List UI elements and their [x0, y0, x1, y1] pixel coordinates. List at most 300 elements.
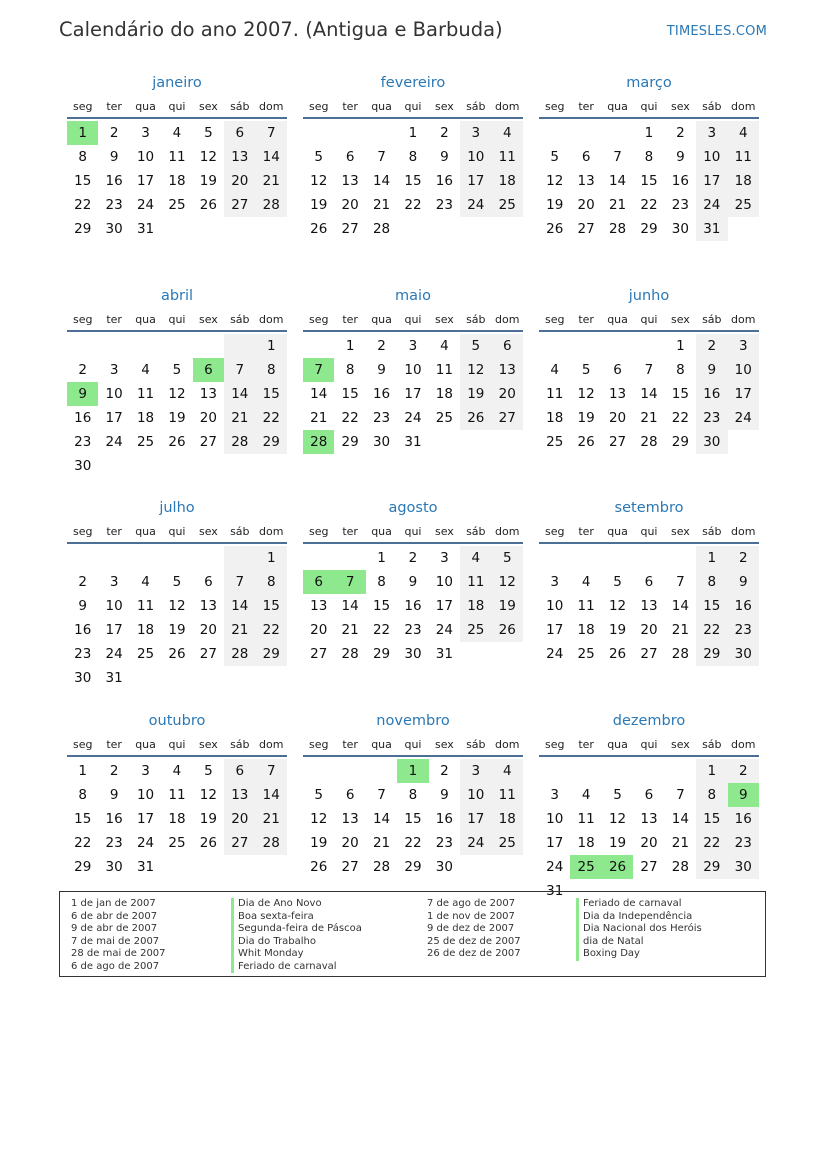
day-cell: 3	[728, 334, 759, 358]
day-cell: 25	[168, 197, 186, 213]
weekday-label: ter	[578, 312, 594, 326]
day-cell: 18	[492, 169, 523, 193]
day-cell: 26	[608, 646, 627, 662]
day-cell: 7	[644, 361, 654, 378]
day-cell: 17	[136, 173, 155, 189]
day-cell: 23	[74, 433, 92, 450]
day-cell: 16	[372, 385, 391, 402]
day-cell: 14	[372, 173, 391, 189]
day-cell: 24	[105, 646, 123, 662]
weekday-label: seg	[72, 737, 93, 751]
weekday-label: dom	[259, 525, 284, 538]
day-cell: 6	[644, 786, 654, 803]
day-cell: 3	[141, 762, 150, 779]
day-cell: 14	[608, 173, 627, 189]
legend-date: 1 de nov de 2007	[427, 910, 515, 922]
day-cell: 5	[613, 786, 622, 803]
day-cell: 6	[345, 149, 355, 165]
day-cell: 23	[74, 646, 92, 662]
day-cell: 8	[676, 361, 685, 378]
day-cell: 13	[608, 385, 627, 402]
day-cell: 27	[224, 193, 255, 217]
weekday-label: seg	[544, 312, 565, 326]
weekday-label: sex	[670, 525, 690, 538]
day-cell: 12	[608, 810, 627, 827]
day-cell: 19	[608, 622, 627, 638]
weekday-label: seg	[72, 525, 93, 538]
day-cell: 27	[224, 831, 255, 855]
legend-names-column	[576, 898, 702, 961]
empty-cell	[193, 334, 224, 358]
weekday-label: seg	[308, 525, 329, 538]
weekday-label: qui	[168, 312, 186, 326]
day-cell: 12	[199, 149, 217, 165]
day-cell: 16	[105, 173, 123, 189]
day-cell: 13	[199, 598, 217, 614]
holiday-day-cell: 7	[303, 358, 334, 382]
weekday-label: sáb	[466, 100, 486, 113]
day-cell: 2	[408, 550, 418, 566]
month-name: maio	[395, 287, 431, 304]
day-cell: 18	[168, 810, 186, 827]
day-cell: 30	[74, 670, 92, 686]
day-cell: 6	[492, 334, 523, 358]
day-cell: 7	[377, 786, 386, 803]
day-cell: 4	[172, 125, 182, 141]
day-cell: 31	[546, 882, 564, 899]
day-cell: 5	[204, 762, 213, 779]
day-cell: 13	[199, 385, 217, 402]
weekday-label: qui	[640, 100, 658, 113]
day-grid	[539, 546, 759, 666]
day-cell: 2	[109, 125, 119, 141]
day-cell: 1	[696, 759, 727, 783]
day-cell: 30	[696, 430, 727, 454]
day-cell: 25	[546, 433, 564, 450]
day-cell: 10	[404, 361, 422, 378]
day-cell: 27	[341, 858, 359, 875]
weekday-label: qui	[404, 525, 422, 538]
weekday-label: qui	[640, 737, 658, 751]
day-cell: 23	[105, 834, 123, 851]
day-cell: 22	[74, 834, 92, 851]
legend-holiday-name: Whit Monday	[231, 948, 362, 961]
day-cell: 8	[256, 358, 287, 382]
day-cell: 20	[341, 197, 359, 213]
day-cell: 29	[404, 858, 422, 875]
day-cell: 28	[608, 221, 627, 237]
empty-cell	[602, 121, 633, 145]
day-cell: 21	[671, 622, 689, 638]
day-cell: 2	[728, 759, 759, 783]
empty-cell	[570, 334, 601, 358]
day-cell: 28	[372, 221, 391, 237]
day-cell: 2	[78, 361, 87, 378]
day-cell: 5	[460, 334, 491, 358]
day-cell: 11	[728, 145, 759, 169]
day-grid	[67, 121, 287, 241]
day-cell: 16	[435, 173, 453, 189]
empty-cell	[602, 546, 633, 570]
day-cell: 8	[696, 570, 727, 594]
day-cell: 14	[224, 594, 255, 618]
empty-cell	[602, 334, 633, 358]
day-cell: 18	[168, 173, 186, 189]
day-cell: 20	[608, 409, 627, 426]
weekday-label: qua	[607, 525, 628, 538]
weekday-label: qui	[404, 312, 422, 326]
day-cell: 6	[613, 361, 622, 378]
weekday-label: sex	[434, 737, 454, 751]
day-cell: 16	[404, 598, 422, 614]
day-cell: 25	[460, 618, 491, 642]
day-cell: 3	[696, 121, 727, 145]
day-cell: 23	[728, 831, 759, 855]
legend-holiday-name: Dia Nacional dos Heróis	[576, 923, 702, 936]
month-maio	[303, 283, 523, 496]
day-cell: 9	[78, 598, 87, 614]
day-cell: 26	[460, 406, 491, 430]
day-cell: 15	[404, 173, 422, 189]
day-cell: 18	[577, 834, 595, 851]
day-cell: 26	[310, 858, 328, 875]
day-cell: 2	[109, 762, 119, 779]
empty-cell	[303, 334, 334, 358]
day-cell: 15	[256, 594, 287, 618]
day-cell: 24	[728, 406, 759, 430]
day-cell: 27	[310, 646, 328, 662]
day-cell: 1	[256, 546, 287, 570]
legend-date: 28 de mai de 2007	[71, 948, 166, 959]
weekday-label: dom	[731, 525, 756, 538]
day-cell: 9	[440, 786, 449, 803]
day-cell: 13	[640, 810, 658, 827]
day-cell: 27	[640, 646, 658, 662]
day-cell: 4	[581, 574, 591, 590]
day-cell: 16	[671, 173, 689, 189]
legend-dates-column	[427, 898, 521, 961]
month-setembro	[539, 495, 759, 708]
day-cell: 30	[728, 642, 759, 666]
empty-cell	[67, 334, 98, 358]
weekday-label: qui	[640, 312, 658, 326]
day-cell: 25	[728, 193, 759, 217]
weekday-header	[67, 736, 287, 757]
day-cell: 13	[224, 145, 255, 169]
day-cell: 9	[728, 570, 759, 594]
weekday-label: seg	[544, 525, 565, 538]
day-cell: 9	[109, 786, 119, 803]
day-cell: 2	[696, 334, 727, 358]
day-cell: 28	[372, 858, 391, 875]
weekday-header	[67, 98, 287, 119]
weekday-label: seg	[308, 312, 329, 326]
weekday-label: ter	[342, 525, 358, 538]
weekday-label: sáb	[230, 525, 250, 538]
day-cell: 8	[696, 783, 727, 807]
weekday-label: ter	[578, 737, 594, 751]
weekday-label: sex	[198, 525, 218, 538]
day-cell: 17	[728, 382, 759, 406]
day-cell: 21	[640, 409, 658, 426]
day-cell: 18	[136, 622, 155, 638]
day-cell: 24	[460, 193, 491, 217]
day-cell: 11	[168, 149, 186, 165]
day-cell: 14	[372, 810, 391, 827]
day-cell: 5	[204, 125, 213, 141]
day-cell: 19	[546, 197, 564, 213]
day-cell: 20	[640, 834, 658, 851]
legend-date: 9 de abr de 2007	[71, 923, 158, 934]
day-cell: 8	[644, 149, 654, 165]
day-cell: 11	[546, 385, 564, 402]
day-cell: 25	[136, 646, 155, 662]
day-cell: 29	[671, 433, 689, 450]
day-cell: 10	[546, 810, 564, 827]
day-cell: 21	[310, 409, 328, 426]
day-cell: 3	[550, 574, 559, 590]
legend-date: 6 de ago de 2007	[71, 960, 160, 972]
day-cell: 26	[546, 221, 564, 237]
day-cell: 3	[460, 121, 491, 145]
empty-cell	[130, 334, 161, 358]
empty-cell	[570, 121, 601, 145]
weekday-label: ter	[106, 100, 122, 113]
legend-date: 6 de abr de 2007	[71, 910, 158, 922]
weekday-label: sex	[670, 100, 690, 113]
day-cell: 5	[613, 574, 622, 590]
empty-cell	[633, 759, 664, 783]
day-cell: 28	[256, 193, 287, 217]
weekday-label: qui	[404, 737, 422, 751]
day-cell: 12	[168, 385, 186, 402]
day-cell: 28	[341, 646, 359, 662]
day-cell: 7	[613, 149, 622, 165]
day-cell: 4	[492, 759, 523, 783]
day-cell: 26	[168, 433, 186, 450]
day-cell: 22	[696, 618, 727, 642]
weekday-label: dom	[495, 100, 520, 113]
month-name: janeiro	[152, 75, 202, 91]
day-cell: 27	[199, 646, 217, 662]
empty-cell	[224, 334, 255, 358]
weekday-header	[67, 311, 287, 332]
day-cell: 23	[404, 622, 422, 638]
empty-cell	[98, 546, 129, 570]
day-cell: 29	[256, 642, 287, 666]
empty-cell	[224, 546, 255, 570]
weekday-label: sex	[198, 100, 218, 113]
day-cell: 2	[676, 125, 685, 141]
day-cell: 30	[435, 858, 453, 875]
day-cell: 6	[204, 574, 213, 590]
month-abril	[67, 283, 287, 496]
weekday-label: ter	[578, 100, 594, 113]
day-cell: 19	[310, 197, 328, 213]
legend-names-column	[231, 898, 362, 973]
day-cell: 25	[168, 834, 186, 851]
day-cell: 19	[168, 622, 186, 638]
day-cell: 19	[492, 594, 523, 618]
day-cell: 9	[676, 149, 685, 165]
day-cell: 7	[676, 786, 685, 803]
day-cell: 8	[408, 149, 418, 165]
day-cell: 15	[696, 807, 727, 831]
day-cell: 7	[256, 759, 287, 783]
month-junho	[539, 283, 759, 496]
weekday-label: dom	[259, 100, 284, 113]
day-grid	[67, 546, 287, 690]
month-name: março	[626, 75, 672, 91]
day-cell: 4	[141, 574, 150, 590]
day-cell: 13	[341, 810, 359, 827]
day-cell: 23	[435, 834, 453, 851]
day-cell: 24	[136, 197, 155, 213]
day-cell: 4	[460, 546, 491, 570]
empty-cell	[539, 759, 570, 783]
weekday-label: qua	[607, 737, 628, 751]
weekday-label: ter	[578, 525, 594, 538]
empty-cell	[67, 546, 98, 570]
day-cell: 4	[172, 762, 182, 779]
weekday-label: qua	[135, 312, 156, 326]
day-cell: 4	[440, 337, 449, 354]
month-fevereiro	[303, 70, 523, 283]
weekday-label: sex	[198, 737, 218, 751]
day-cell: 30	[372, 433, 391, 450]
day-cell: 11	[136, 385, 155, 402]
day-cell: 12	[168, 598, 186, 614]
holiday-day-cell: 1	[67, 121, 98, 145]
day-cell: 14	[256, 783, 287, 807]
month-julho	[67, 495, 287, 708]
weekday-label: qua	[135, 737, 156, 751]
day-cell: 15	[341, 385, 359, 402]
day-cell: 5	[314, 149, 323, 165]
day-cell: 2	[440, 125, 449, 141]
empty-cell	[539, 121, 570, 145]
month-name: abril	[160, 287, 194, 304]
legend-date: 7 de ago de 2007	[427, 898, 516, 909]
weekday-label: sáb	[230, 737, 250, 751]
day-cell: 11	[136, 598, 155, 614]
day-cell: 18	[460, 594, 491, 618]
day-cell: 6	[345, 786, 355, 803]
day-cell: 6	[581, 149, 591, 165]
day-cell: 21	[224, 618, 255, 642]
day-cell: 10	[460, 145, 491, 169]
day-cell: 15	[256, 382, 287, 406]
day-cell: 22	[74, 197, 92, 213]
day-cell: 1	[256, 334, 287, 358]
day-cell: 10	[546, 598, 564, 614]
empty-cell	[633, 334, 664, 358]
day-cell: 22	[372, 622, 391, 638]
site-link[interactable]: TIMESLES.COM	[666, 24, 767, 39]
day-cell: 26	[577, 433, 595, 450]
day-cell: 9	[377, 361, 386, 378]
day-cell: 7	[676, 574, 685, 590]
legend-holiday-name: Dia de Ano Novo	[231, 898, 362, 911]
day-cell: 24	[460, 831, 491, 855]
weekday-label: sex	[670, 737, 690, 751]
weekday-label: qua	[371, 100, 392, 113]
weekday-label: dom	[495, 737, 520, 751]
day-cell: 27	[640, 858, 658, 875]
day-cell: 3	[550, 786, 559, 803]
day-cell: 14	[256, 145, 287, 169]
month-name: agosto	[388, 500, 438, 516]
day-cell: 30	[74, 457, 92, 474]
day-cell: 23	[728, 618, 759, 642]
weekday-label: qui	[168, 100, 186, 113]
day-cell: 18	[492, 807, 523, 831]
weekday-label: sáb	[466, 737, 486, 751]
day-cell: 1	[696, 546, 727, 570]
day-cell: 4	[492, 121, 523, 145]
day-cell: 16	[435, 810, 453, 827]
day-cell: 5	[492, 546, 523, 570]
day-cell: 13	[310, 598, 328, 614]
day-cell: 20	[224, 807, 255, 831]
weekday-label: sáb	[466, 312, 486, 326]
weekday-label: sáb	[702, 312, 722, 326]
day-cell: 29	[696, 855, 727, 879]
empty-cell	[98, 334, 129, 358]
holiday-day-cell: 9	[67, 382, 98, 406]
day-cell: 6	[224, 759, 255, 783]
day-cell: 26	[199, 197, 217, 213]
day-cell: 1	[377, 550, 386, 566]
day-cell: 24	[546, 646, 564, 662]
day-grid	[67, 334, 287, 478]
month-outubro	[67, 708, 287, 921]
day-cell: 17	[460, 169, 491, 193]
day-cell: 10	[460, 783, 491, 807]
day-cell: 11	[577, 810, 595, 827]
day-cell: 20	[224, 169, 255, 193]
day-cell: 18	[546, 409, 564, 426]
weekday-label: sáb	[466, 525, 486, 538]
weekday-label: sex	[670, 312, 690, 326]
holiday-day-cell: 6	[193, 358, 224, 382]
day-cell: 6	[644, 574, 654, 590]
weekday-label: dom	[259, 312, 284, 326]
day-cell: 9	[109, 149, 119, 165]
day-cell: 24	[105, 433, 123, 450]
day-cell: 1	[644, 125, 654, 141]
day-cell: 1	[408, 125, 418, 141]
empty-cell	[161, 334, 192, 358]
day-cell: 31	[136, 858, 155, 875]
day-cell: 30	[105, 221, 123, 237]
day-cell: 8	[377, 574, 386, 590]
legend-holiday-name: Dia da Independência	[576, 911, 702, 924]
day-cell: 15	[74, 810, 92, 827]
day-cell: 21	[256, 807, 287, 831]
holiday-day-cell: 28	[303, 430, 334, 454]
day-cell: 20	[199, 409, 217, 426]
day-cell: 5	[550, 149, 559, 165]
day-cell: 28	[224, 430, 255, 454]
day-cell: 8	[345, 361, 355, 378]
weekday-label: qui	[404, 100, 422, 113]
weekday-label: dom	[731, 100, 756, 113]
day-cell: 16	[105, 810, 123, 827]
day-cell: 29	[74, 858, 92, 875]
legend-holiday-name: Boa sexta-feira	[231, 911, 362, 924]
day-cell: 12	[310, 810, 328, 827]
